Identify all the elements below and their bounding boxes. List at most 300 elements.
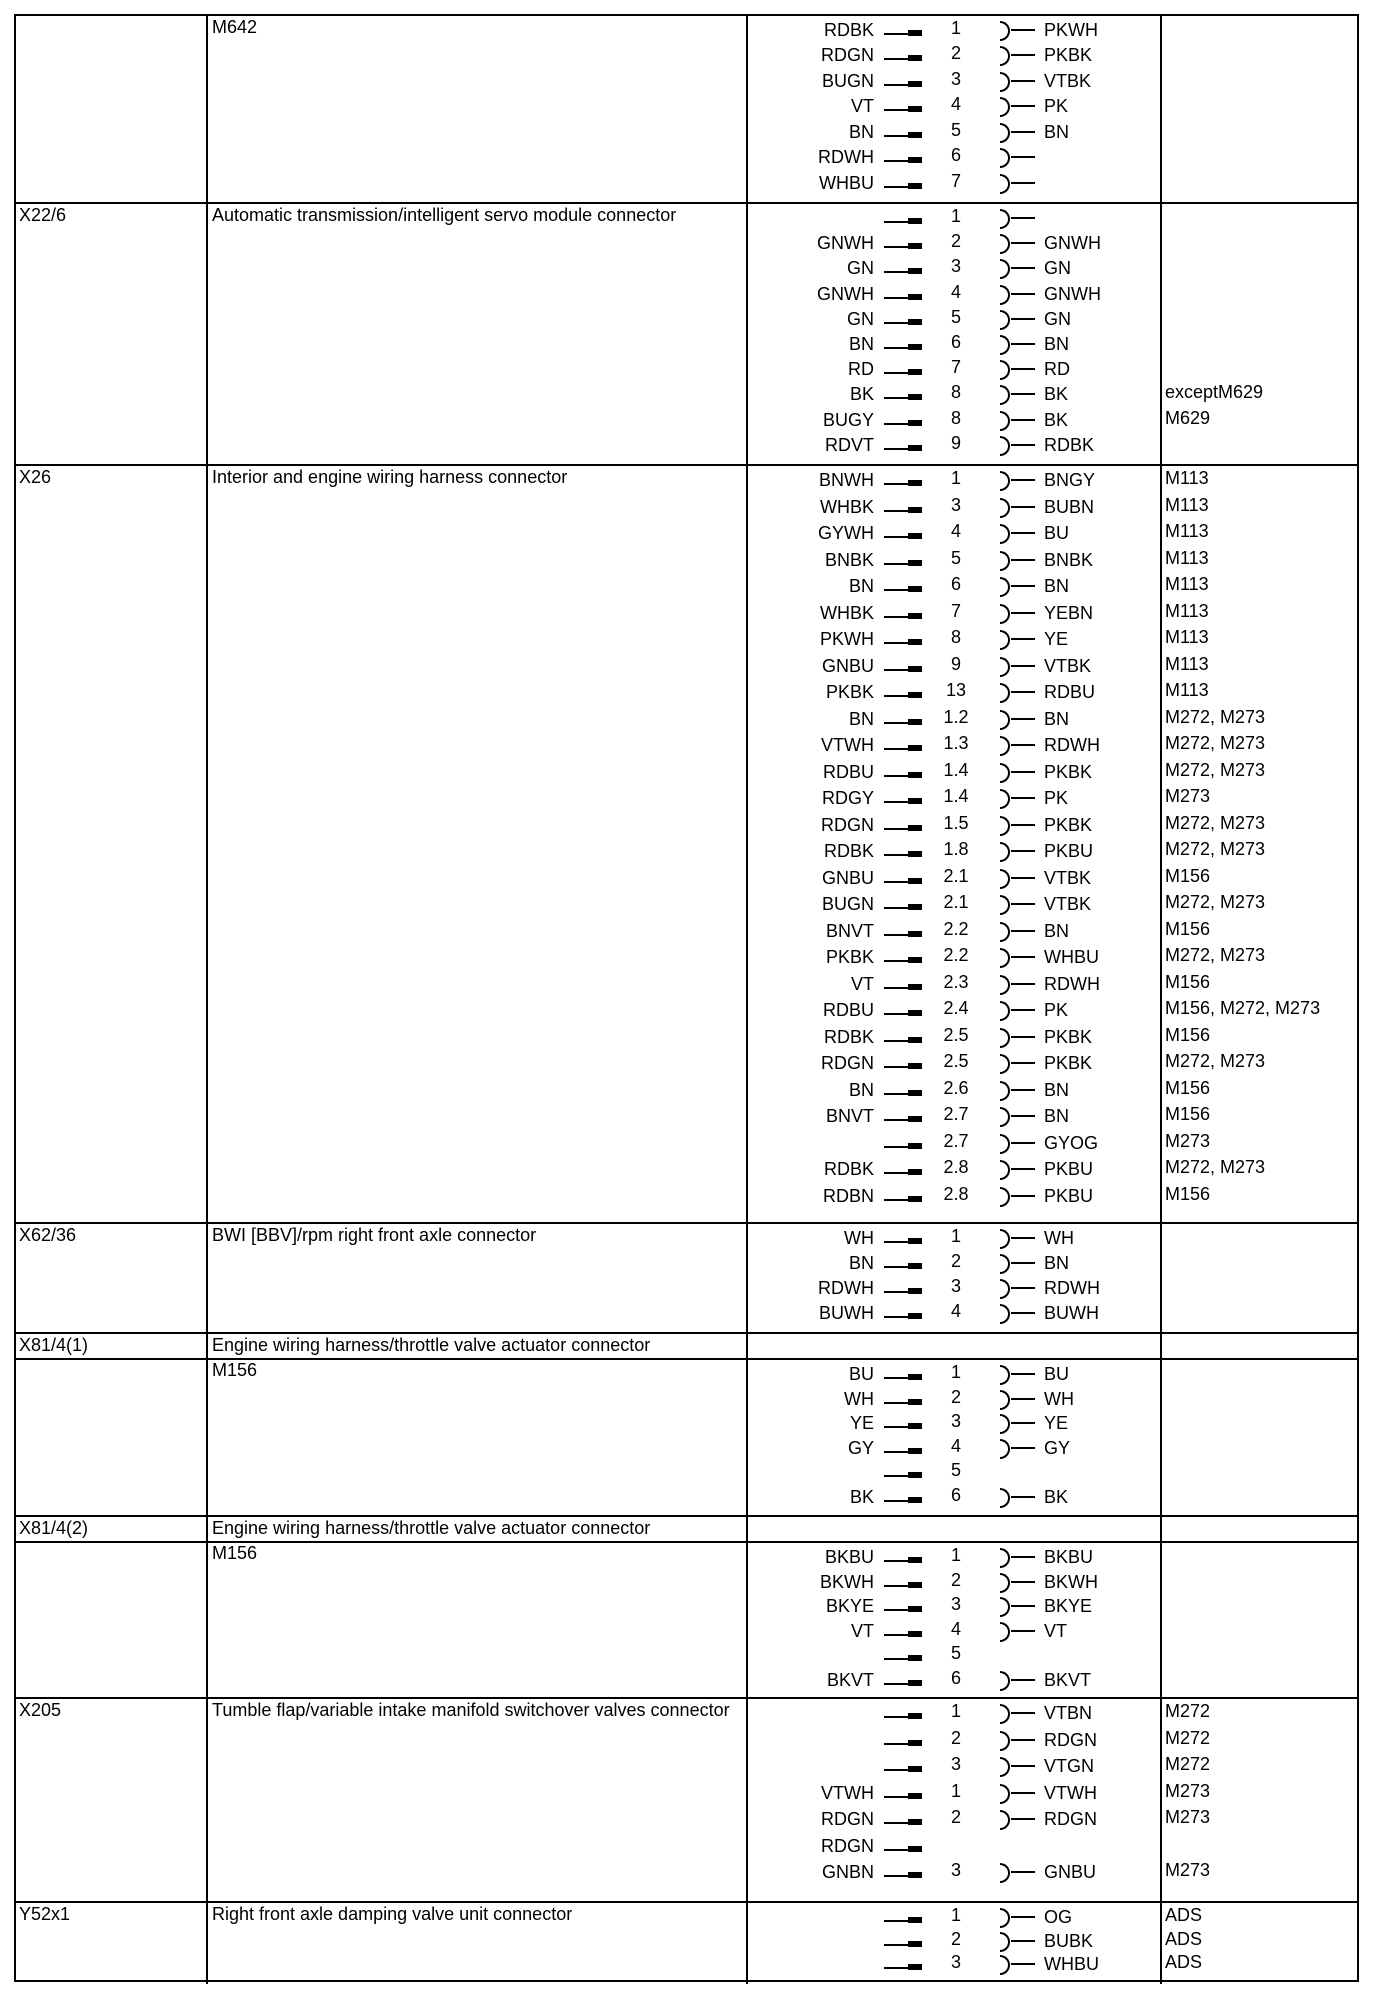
- connector-plug-icon: [908, 183, 922, 189]
- right-wire-color: BN: [1044, 1106, 1070, 1126]
- left-wire-color: WH: [844, 1388, 874, 1409]
- connector-plug-icon: [908, 1374, 922, 1380]
- pin-row: [16, 494, 1356, 523]
- wire-line: [1011, 80, 1035, 82]
- variant-note: M273: [1165, 1807, 1211, 1827]
- variant-note: M113: [1165, 521, 1209, 541]
- connector-plug-icon: [908, 319, 922, 325]
- pin-row: [16, 1303, 1356, 1329]
- wire-line: [1011, 1287, 1035, 1289]
- wire-line: [1011, 1062, 1035, 1064]
- right-wire-color: VT: [1044, 1620, 1068, 1641]
- right-wire-color: WH: [1044, 1388, 1074, 1409]
- connector-plug-icon: [908, 560, 922, 566]
- wire-line: [1011, 1447, 1035, 1449]
- wire-line: [1011, 1089, 1035, 1091]
- connector-socket-icon: [1000, 234, 1010, 254]
- pin-row: [16, 653, 1356, 682]
- wire-line: [1011, 850, 1035, 852]
- connector-plug-icon: [908, 218, 922, 224]
- pin-row: [16, 1228, 1356, 1254]
- connector-plug-icon: [908, 294, 922, 300]
- left-wire-color: BKWH: [820, 1571, 874, 1592]
- wire-line: [1011, 1963, 1035, 1965]
- engine-variant: M156: [212, 1360, 258, 1380]
- pin-row: [16, 281, 1356, 310]
- connector-socket-icon: [1000, 975, 1010, 995]
- pin-number: 2: [950, 1386, 961, 1407]
- right-wire-color: PK: [1044, 1000, 1069, 1020]
- pin-number: 9: [950, 432, 961, 453]
- right-wire-color: RDBU: [1044, 682, 1096, 702]
- connector-socket-icon: [1000, 948, 1010, 968]
- connector-socket-icon: [1000, 310, 1010, 330]
- left-wire-color: BN: [848, 1253, 874, 1273]
- connector-section: [16, 1903, 1357, 1984]
- variant-note: M272, M273: [1165, 839, 1266, 859]
- connector-code: X81/4(1): [19, 1335, 89, 1355]
- connector-socket-icon: [1000, 1597, 1010, 1617]
- variant-note: M272: [1165, 1754, 1211, 1774]
- connector-socket-icon: [1000, 604, 1010, 624]
- connector-plug-icon: [908, 904, 922, 910]
- connector-socket-icon: [1000, 1001, 1010, 1021]
- pin-row: [16, 841, 1356, 867]
- left-wire-color: BUWH: [819, 1303, 874, 1323]
- pin-row: [16, 600, 1356, 629]
- pin-number: 3: [950, 494, 961, 515]
- left-wire-color: GY: [847, 1437, 874, 1458]
- wire-line: [1011, 797, 1035, 799]
- connector-plug-icon: [908, 1766, 922, 1772]
- connector-plug-icon: [908, 1655, 922, 1661]
- connector-plug-icon: [908, 507, 922, 513]
- pin-number: 4: [950, 1435, 961, 1456]
- connector-socket-icon: [1000, 710, 1010, 730]
- variant-note: M113: [1165, 680, 1209, 700]
- pin-row: [16, 1053, 1356, 1079]
- pin-row: [16, 1954, 1356, 1980]
- connector-socket-icon: [1000, 385, 1010, 405]
- variant-note: ADS: [1165, 1952, 1203, 1973]
- connector-socket-icon: [1000, 1704, 1010, 1724]
- connector-plug-icon: [908, 394, 922, 400]
- pin-number: 2: [950, 1727, 961, 1748]
- connector-plug-icon: [908, 798, 922, 804]
- left-wire-color: GN: [847, 308, 874, 329]
- connector-socket-icon: [1000, 842, 1010, 862]
- pin-number: 6: [950, 1667, 961, 1688]
- connector-plug-icon: [908, 344, 922, 350]
- right-wire-color: BN: [1044, 708, 1070, 729]
- pin-row: [16, 1667, 1356, 1696]
- connector-socket-icon: [1000, 1810, 1010, 1830]
- left-wire-color: RDGN: [821, 1809, 874, 1829]
- right-wire-color: BN: [1044, 121, 1070, 142]
- connector-socket-icon: [1000, 524, 1010, 544]
- pin-number: 7: [950, 170, 961, 191]
- right-wire-color: VTBK: [1044, 867, 1092, 888]
- wire-line: [1011, 343, 1035, 345]
- connector-plug-icon: [908, 1582, 922, 1588]
- right-wire-color: PKBK: [1044, 45, 1093, 66]
- wire-line: [1011, 1792, 1035, 1794]
- connector-socket-icon: [1000, 1757, 1010, 1777]
- connector-plug-icon: [908, 480, 922, 486]
- pin-number: 1: [950, 1780, 961, 1801]
- wire-line: [1011, 29, 1035, 31]
- left-wire-color: RDWH: [818, 1278, 874, 1298]
- pin-number: 4: [950, 1618, 961, 1639]
- pin-number: 2: [950, 1251, 961, 1271]
- connector-socket-icon: [1000, 360, 1010, 380]
- pin-number: 1.5: [943, 812, 969, 833]
- right-wire-color: RDGN: [1044, 1809, 1097, 1829]
- connector-plug-icon: [908, 420, 922, 426]
- pin-row: [16, 1484, 1356, 1513]
- pin-row: [16, 334, 1356, 360]
- connector-section: [16, 204, 1357, 466]
- connector-description: Engine wiring harness/throttle valve actuator connector: [212, 1335, 651, 1355]
- pin-row: [16, 45, 1356, 71]
- right-wire-color: BUBN: [1044, 496, 1095, 517]
- left-wire-color: VT: [850, 1620, 874, 1641]
- pin-number: 4: [950, 94, 961, 115]
- pin-row: [16, 68, 1356, 97]
- connector-plug-icon: [908, 157, 922, 163]
- pin-number: 8: [950, 627, 961, 647]
- right-wire-color: PK: [1044, 788, 1069, 808]
- variant-note: M272, M273: [1165, 945, 1266, 965]
- left-wire-color: BN: [848, 708, 874, 729]
- connector-plug-icon: [908, 1793, 922, 1799]
- connector-plug-icon: [908, 1037, 922, 1043]
- variant-note: M156: [1165, 1077, 1211, 1098]
- connector-plug-icon: [908, 1288, 922, 1294]
- right-wire-color: BK: [1044, 1486, 1069, 1507]
- wire-line: [1011, 293, 1035, 295]
- left-wire-color: BU: [848, 1364, 874, 1384]
- connector-socket-icon: [1000, 895, 1010, 915]
- wire-line: [1011, 506, 1035, 508]
- right-wire-color: BKYE: [1044, 1596, 1093, 1616]
- pin-row: [16, 1435, 1356, 1464]
- connector-socket-icon: [1000, 1731, 1010, 1751]
- connector-plug-icon: [908, 851, 922, 857]
- wire-line: [1011, 1237, 1035, 1239]
- connector-socket-icon: [1000, 1863, 1010, 1883]
- pin-number: 2: [950, 1928, 961, 1949]
- connector-socket-icon: [1000, 1908, 1010, 1928]
- wire-line: [1011, 1398, 1035, 1400]
- wire-line: [1011, 182, 1035, 184]
- left-wire-color: RDBU: [822, 761, 874, 782]
- pin-number: 5: [950, 306, 961, 327]
- pin-number: 7: [950, 600, 961, 621]
- pin-row: [16, 1569, 1356, 1598]
- right-wire-color: BN: [1044, 576, 1070, 596]
- wire-line: [1011, 1679, 1035, 1681]
- wire-line: [1011, 217, 1035, 219]
- variant-note: M156: [1165, 865, 1211, 886]
- pin-number: 2: [950, 231, 961, 252]
- right-wire-color: PKBU: [1044, 1159, 1094, 1179]
- connector-socket-icon: [1000, 577, 1010, 597]
- connector-plug-icon: [908, 1819, 922, 1825]
- pin-number: 1: [950, 18, 961, 38]
- left-wire-color: RDBK: [823, 1026, 874, 1047]
- connector-plug-icon: [908, 1872, 922, 1878]
- connector-plug-icon: [908, 268, 922, 274]
- right-wire-color: RDWH: [1044, 973, 1100, 994]
- connector-plug-icon: [908, 1917, 922, 1923]
- connector-section: [16, 1517, 1357, 1699]
- right-wire-color: PKWH: [1044, 20, 1098, 40]
- connector-description: Interior and engine wiring harness connector: [212, 467, 568, 487]
- connector-socket-icon: [1000, 763, 1010, 783]
- pin-row: [16, 1645, 1356, 1671]
- connector-socket-icon: [1000, 436, 1010, 456]
- connector-socket-icon: [1000, 683, 1010, 703]
- wire-line: [1011, 131, 1035, 133]
- connector-section: [16, 466, 1357, 1224]
- pin-row: [16, 1386, 1356, 1415]
- pin-row: [16, 1727, 1356, 1756]
- pin-number: 2: [950, 43, 961, 64]
- right-wire-color: BKWH: [1044, 1571, 1098, 1592]
- connector-plug-icon: [908, 55, 922, 61]
- variant-note: M113: [1165, 600, 1209, 621]
- left-wire-color: VT: [850, 973, 874, 994]
- right-wire-color: RDBK: [1044, 434, 1095, 455]
- pin-number: 3: [950, 1411, 961, 1431]
- connector-socket-icon: [1000, 1488, 1010, 1508]
- pin-row: [16, 629, 1356, 655]
- variant-note: M273: [1165, 1130, 1211, 1151]
- pin-number: 3: [950, 1276, 961, 1296]
- variant-note: ADS: [1165, 1905, 1203, 1925]
- pin-number: 3: [950, 68, 961, 89]
- right-wire-color: VTBN: [1044, 1703, 1093, 1723]
- pin-number: 8: [950, 407, 961, 428]
- wire-line: [1011, 638, 1035, 640]
- connector-plug-icon: [908, 1090, 922, 1096]
- connector-socket-icon: [1000, 1254, 1010, 1274]
- connector-section: [16, 1224, 1357, 1334]
- connector-plug-icon: [908, 1423, 922, 1429]
- right-wire-color: BU: [1044, 523, 1070, 543]
- variant-note: M273: [1165, 1780, 1211, 1801]
- left-wire-color: BUGY: [822, 409, 874, 430]
- right-wire-color: BN: [1044, 1079, 1070, 1100]
- connector-socket-icon: [1000, 1548, 1010, 1568]
- pin-number: 4: [950, 521, 961, 541]
- connector-plug-icon: [908, 1010, 922, 1016]
- variant-note: M272, M273: [1165, 1157, 1266, 1177]
- connector-plug-icon: [908, 772, 922, 778]
- wire-line: [1011, 532, 1035, 534]
- right-wire-color: PKBK: [1044, 1053, 1093, 1073]
- pin-row: [16, 1000, 1356, 1026]
- pin-row: [16, 1253, 1356, 1279]
- pin-number: 2.6: [943, 1077, 969, 1098]
- pin-number: 2.5: [943, 1051, 969, 1071]
- connector-socket-icon: [1000, 498, 1010, 518]
- variant-note: M629: [1165, 407, 1211, 428]
- wire-line: [1011, 156, 1035, 158]
- connector-plug-icon: [908, 1713, 922, 1719]
- wire-line: [1011, 956, 1035, 958]
- connector-socket-icon: [1000, 285, 1010, 305]
- connector-socket-icon: [1000, 869, 1010, 889]
- wire-line: [1011, 691, 1035, 693]
- left-wire-color: RDGN: [821, 1053, 874, 1073]
- connector-plug-icon: [908, 1063, 922, 1069]
- right-wire-color: GNWH: [1044, 283, 1101, 304]
- left-wire-color: BUGN: [821, 894, 874, 914]
- left-wire-color: BNVT: [825, 920, 874, 941]
- wire-line: [1011, 105, 1035, 107]
- wire-line: [1011, 1712, 1035, 1714]
- wire-line: [1011, 1009, 1035, 1011]
- pin-number: 1.2: [943, 706, 969, 727]
- left-wire-color: GNBU: [821, 655, 874, 676]
- variant-note: M156: [1165, 971, 1211, 992]
- wire-line: [1011, 1373, 1035, 1375]
- right-wire-color: RD: [1044, 359, 1070, 380]
- connector-socket-icon: [1000, 1414, 1010, 1434]
- connector-plug-icon: [908, 1740, 922, 1746]
- connector-plug-icon: [908, 1399, 922, 1405]
- left-wire-color: RDGY: [821, 788, 874, 808]
- left-wire-color: WHBK: [820, 602, 874, 623]
- connector-plug-icon: [908, 1448, 922, 1454]
- connector-plug-icon: [908, 745, 922, 751]
- right-wire-color: BNGY: [1044, 470, 1096, 490]
- pin-row: [16, 1928, 1356, 1957]
- connector-plug-icon: [908, 957, 922, 963]
- right-wire-color: BKVT: [1044, 1669, 1092, 1690]
- pin-number: 3: [950, 1952, 961, 1973]
- left-wire-color: RDGN: [821, 1835, 874, 1856]
- variant-note: M273: [1165, 1860, 1211, 1880]
- variant-note: M113: [1165, 547, 1209, 568]
- left-wire-color: PKBK: [825, 947, 874, 967]
- right-wire-color: GN: [1044, 258, 1071, 279]
- pin-number: 1: [950, 1545, 961, 1565]
- pin-number: 5: [950, 1460, 961, 1480]
- right-wire-color: BK: [1044, 409, 1069, 430]
- right-wire-color: BUBK: [1044, 1930, 1094, 1951]
- connector-socket-icon: [1000, 1784, 1010, 1804]
- wire-line: [1011, 585, 1035, 587]
- connector-socket-icon: [1000, 1671, 1010, 1691]
- engine-variant: M156: [212, 1543, 258, 1563]
- connector-socket-icon: [1000, 335, 1010, 355]
- pin-row: [16, 407, 1356, 436]
- left-wire-color: PKBK: [825, 682, 874, 702]
- wire-line: [1011, 1739, 1035, 1741]
- wire-line: [1011, 393, 1035, 395]
- right-wire-color: BN: [1044, 334, 1070, 354]
- connector-pinout-table: [14, 14, 1359, 1982]
- left-wire-color: RDBK: [823, 20, 874, 40]
- right-wire-color: BNBK: [1044, 549, 1094, 570]
- connector-socket-icon: [1000, 1187, 1010, 1207]
- right-wire-color: GNWH: [1044, 233, 1101, 254]
- wire-line: [1011, 318, 1035, 320]
- pin-row: [16, 306, 1356, 335]
- pin-row: [16, 1183, 1356, 1212]
- connector-socket-icon: [1000, 1955, 1010, 1975]
- pin-row: [16, 1077, 1356, 1106]
- wire-line: [1011, 54, 1035, 56]
- wire-line: [1011, 1036, 1035, 1038]
- right-wire-color: BU: [1044, 1364, 1070, 1384]
- right-wire-color: YEBN: [1044, 602, 1094, 623]
- left-wire-color: RDGN: [821, 45, 874, 66]
- connector-code: X62/36: [19, 1225, 77, 1245]
- connector-plug-icon: [908, 1557, 922, 1563]
- right-wire-color: VTBK: [1044, 894, 1092, 914]
- pin-row: [16, 865, 1356, 894]
- pin-number: 3: [950, 256, 961, 277]
- right-wire-color: PKBK: [1044, 1026, 1093, 1047]
- left-wire-color: WH: [844, 1228, 874, 1248]
- pin-row: [16, 1130, 1356, 1159]
- pin-row: [16, 1278, 1356, 1304]
- left-wire-color: BKVT: [826, 1669, 874, 1690]
- right-wire-color: WHBU: [1044, 1954, 1099, 1975]
- connector-plug-icon: [908, 81, 922, 87]
- pin-number: 5: [950, 547, 961, 568]
- connector-socket-icon: [1000, 72, 1010, 92]
- pin-row: [16, 1907, 1356, 1933]
- wire-line: [1011, 877, 1035, 879]
- connector-code: Y52x1: [19, 1904, 71, 1924]
- connector-description: M642: [212, 17, 258, 37]
- right-wire-color: PKBU: [1044, 841, 1094, 861]
- connector-socket-icon: [1000, 1365, 1010, 1385]
- connector-socket-icon: [1000, 471, 1010, 491]
- left-wire-color: RDBK: [823, 841, 874, 861]
- pin-number: 2: [950, 1569, 961, 1590]
- wire-line: [1011, 1940, 1035, 1942]
- connector-code: X205: [19, 1700, 62, 1720]
- variant-note: M156: [1165, 1183, 1211, 1204]
- variant-note: M113: [1165, 627, 1209, 647]
- wire-line: [1011, 559, 1035, 561]
- wire-line: [1011, 267, 1035, 269]
- connector-plug-icon: [908, 984, 922, 990]
- pin-row: [16, 682, 1356, 708]
- connector-plug-icon: [908, 1313, 922, 1319]
- connector-plug-icon: [908, 132, 922, 138]
- pin-row: [16, 147, 1356, 173]
- pin-row: [16, 170, 1356, 199]
- connector-socket-icon: [1000, 97, 1010, 117]
- wire-line: [1011, 1142, 1035, 1144]
- pin-number: 4: [950, 281, 961, 302]
- connector-code: X26: [19, 467, 52, 487]
- wire-line: [1011, 1496, 1035, 1498]
- connector-plug-icon: [908, 825, 922, 831]
- pin-row: [16, 812, 1356, 841]
- connector-socket-icon: [1000, 657, 1010, 677]
- pin-row: [16, 359, 1356, 385]
- right-wire-color: WHBU: [1044, 947, 1099, 967]
- left-wire-color: BKYE: [825, 1596, 874, 1616]
